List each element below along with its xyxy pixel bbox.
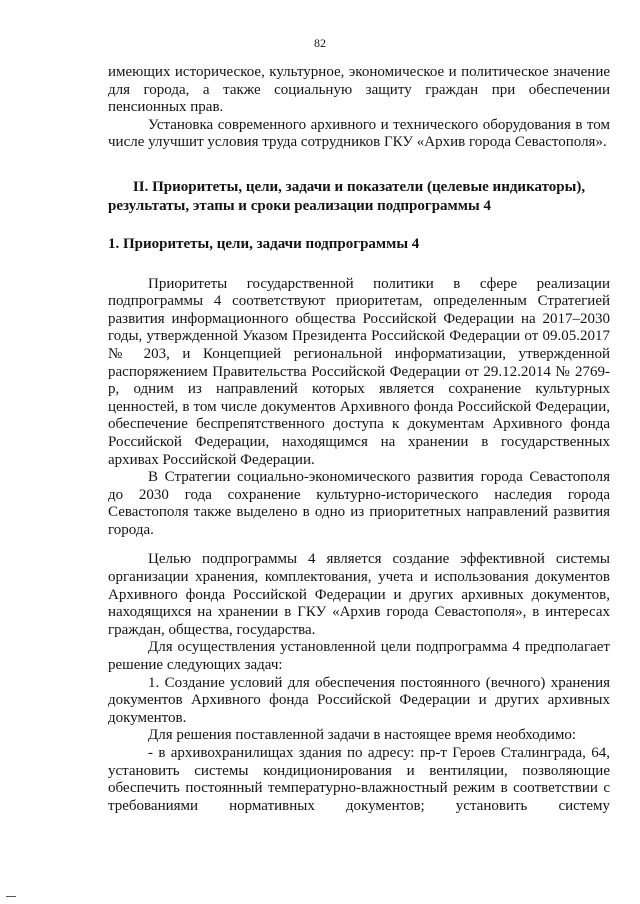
document-body: [108, 64, 610, 815]
paragraph-necessary: Для решения поставленной задачи в настоящее время необходимо:: [148, 727, 577, 744]
paragraph-priorities: Приоритеты государственной политики в сфере реализации подпрограммы 4 соответствуют приоритетам, определенным Стратегией развития информационного общества Российской Федерации на 2017–2030 годы, утвержденной Указом Президента Российской Федерации от 09.05.2017 № 203, и Концепцией региональной информатизации, утвержденной распоряжением Правительства Российской Федерации от 29.12.2014 № 2769-р, одним из направлений которых является сохранение культурных ценностей, в том числе документов Архивного фонда Российской Федерации, обеспечение беспрепятственного доступа к документам Архивного фонда Российской Федерации, находящимся на хранении в государственных архивах Российской Федерации.: [108, 275, 610, 468]
paragraph-equipment: Установка современного архивного и технического оборудования в том числе улучшит условия труда сотрудников ГКУ «Архив города Севастополя».: [108, 116, 610, 151]
scan-mark: [6, 896, 16, 897]
paragraph-task-1: 1. Создание условий для обеспечения постоянного (вечного) хранения документов Архивного фонда Российской Федерации и других архивных документов.: [108, 674, 610, 726]
paragraph-continuation: имеющих историческое, культурное, экономическое и политическое значение для города, а также социальную защиту граждан при обеспечении пенсионных прав.: [108, 64, 610, 116]
section-heading: II. Приоритеты, цели, задачи и показатели (целевые индикаторы), результаты, этапы и сроки реализации подпрограммы 4: [108, 178, 586, 214]
page-number: 82: [314, 36, 326, 50]
subsection-heading: 1. Приоритеты, цели, задачи подпрограммы 4: [108, 235, 420, 252]
paragraph-strategy: В Стратегии социально-экономического развития города Севастополя до 2030 года сохранение культурно-исторического наследия города Севастополя также выделено в одно из приоритетных направлений развития города.: [108, 469, 610, 538]
paragraph-goal: Целью подпрограммы 4 является создание эффективной системы организации хранения, комплектования, учета и использования документов Архивного фонда Российской Федерации и других архивных документов, находящихся на хранении в ГКУ «Архив города Севастополя», в интересах граждан, общества, государства.: [108, 551, 610, 638]
paragraph-archive-storage: - в архивохранилищах здания по адресу: пр-т Героев Сталинграда, 64, установить системы кондиционирования и вентиляции, позволяющие обеспечить постоянный температурно-влажностный режим в соответствии с требованиями нормативных документов; установить систему: [108, 745, 610, 814]
paragraph-tasks-intro: Для осуществления установленной цели подпрограмма 4 предполагает решение следующих задач:: [108, 639, 610, 674]
